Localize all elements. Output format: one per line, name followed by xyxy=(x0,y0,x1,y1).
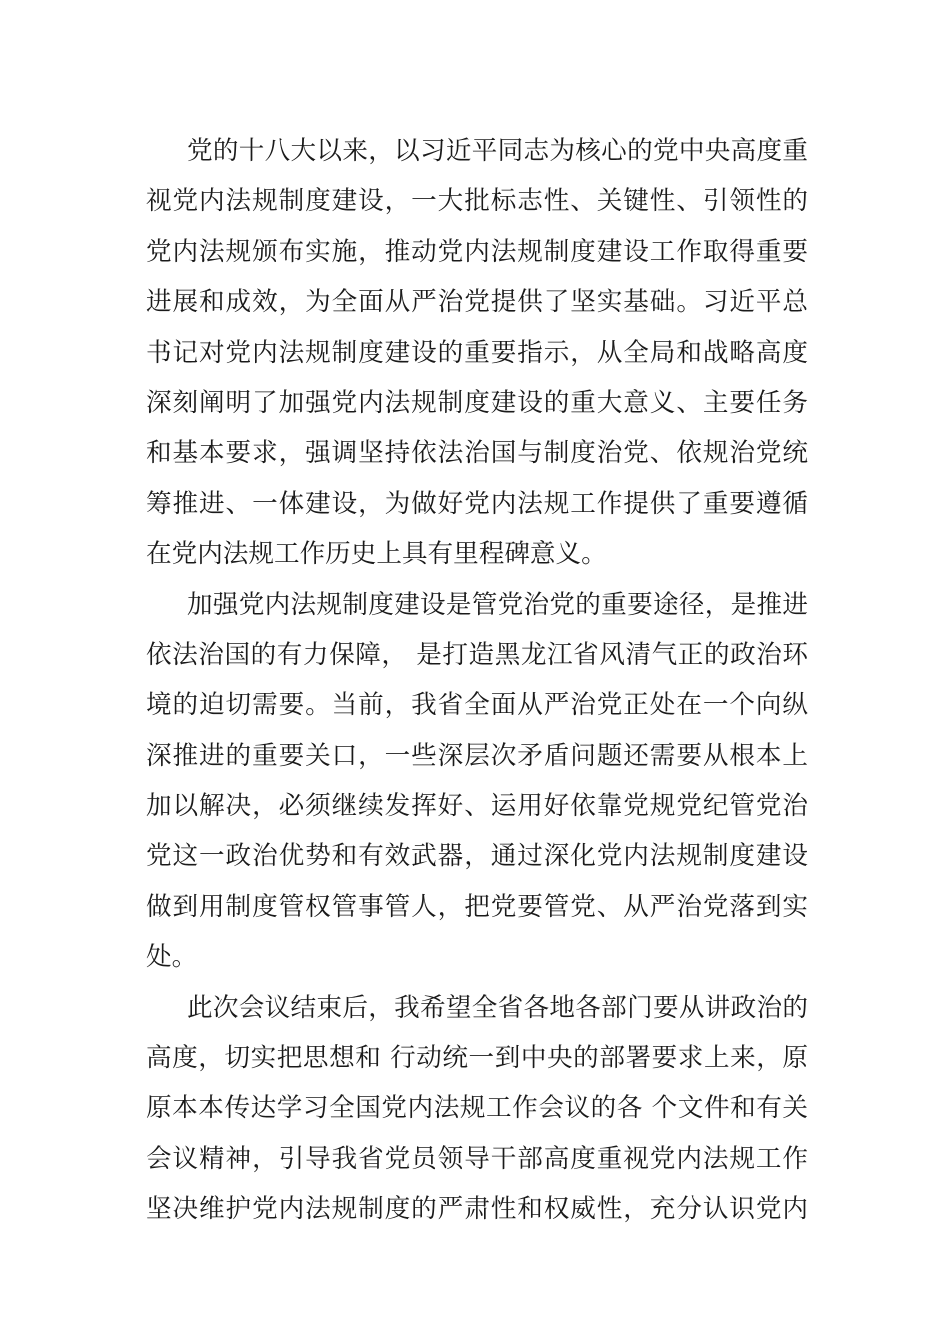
text-line: 深推进的重要关口，一些深层次矛盾问题还需要从根本上 xyxy=(146,740,808,771)
text-line: 加强党内法规制度建设是管党治党的重要途径，是推进 xyxy=(187,589,808,620)
text-line: 和基本要求，强调坚持依法治国与制度治党、依规治党统 xyxy=(146,438,808,469)
text-line: 境的迫切需要。当前，我省全面从严治党正处在一个向纵 xyxy=(146,690,808,721)
text-line: 深刻阐明了加强党内法规制度建设的重大意义、主要任务 xyxy=(146,387,808,418)
text-line: 加以解决，必须继续发挥好、运用好依靠党规党纪管党治 xyxy=(146,791,808,822)
text-line: 做到用制度管权管事管人，把党要管党、从严治党落到实 xyxy=(146,891,808,922)
text-line: 高度，切实把思想和 行动统一到中央的部署要求上来，原 xyxy=(146,1043,808,1074)
text-line: 进展和成效，为全面从严治党提供了坚实基础。习近平总 xyxy=(146,287,808,318)
paragraph-3 xyxy=(146,983,808,1235)
text-line: 视党内法规制度建设，一大批标志性、关键性、引领性的 xyxy=(146,186,808,217)
text-line: 原本本传达学习全国党内法规工作会议的各 个文件和有关 xyxy=(146,1093,808,1124)
text-line: 依法治国的有力保障， 是打造黑龙江省风清气正的政治环 xyxy=(146,639,808,670)
text-line: 筹推进、一体建设，为做好党内法规工作提供了重要遵循 xyxy=(146,488,808,519)
text-line: 党内法规颁布实施，推动党内法规制度建设工作取得重要 xyxy=(146,236,808,267)
text-line: 在党内法规工作历史上具有里程碑意义。 xyxy=(146,539,607,570)
text-line: 会议精神，引导我省党员领导干部高度重视党内法规工作 xyxy=(146,1143,808,1174)
paragraph-1 xyxy=(146,126,808,580)
text-line: 坚决维护党内法规制度的严肃性和权威性，充分认识党内 xyxy=(146,1194,808,1225)
text-line: 处。 xyxy=(146,942,198,973)
text-line: 书记对党内法规制度建设的重要指示，从全局和战略高度 xyxy=(146,337,808,368)
document-body xyxy=(146,126,808,1235)
text-line: 党的十八大以来，以习近平同志为核心的党中央高度重 xyxy=(187,136,808,166)
text-line: 此次会议结束后，我希望全省各地各部门要从讲政治的 xyxy=(187,992,808,1023)
paragraph-2 xyxy=(146,580,808,983)
text-line: 党这一政治优势和有效武器，通过深化党内法规制度建设 xyxy=(146,841,808,872)
